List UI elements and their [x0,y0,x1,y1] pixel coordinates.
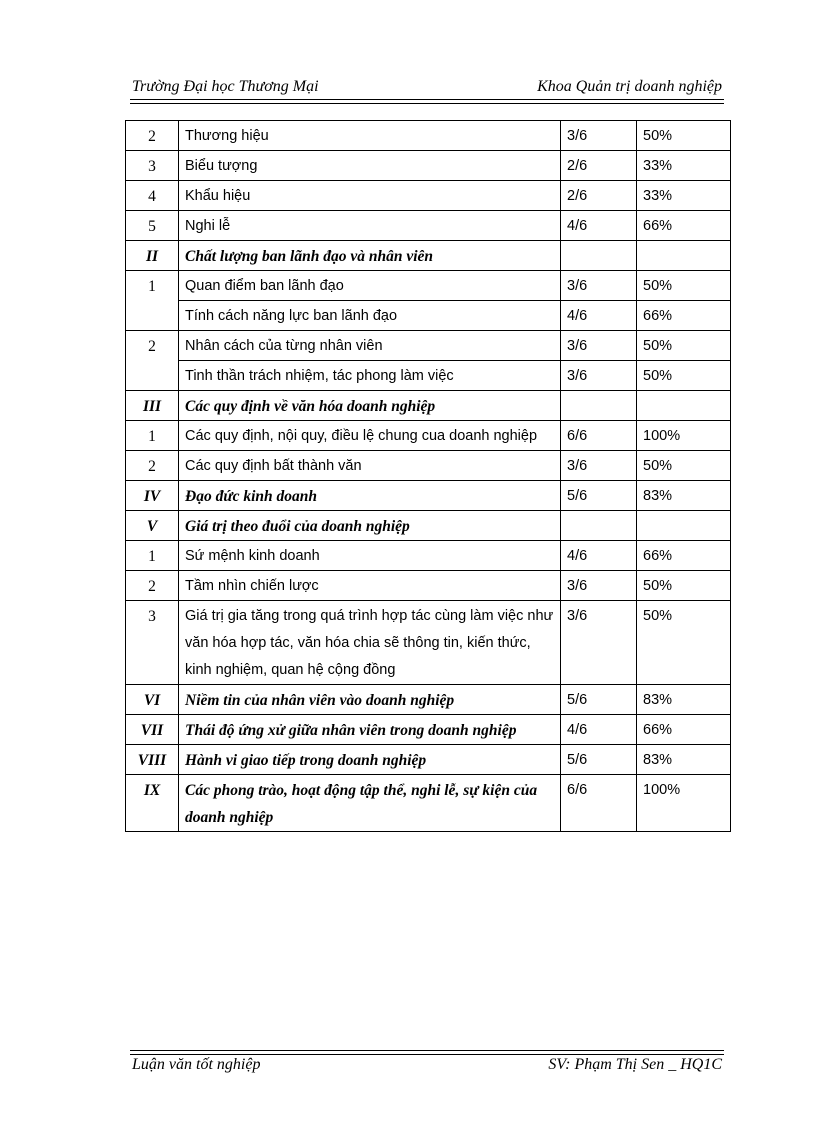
row-ratio: 4/6 [561,301,637,331]
row-criterion: Tính cách năng lực ban lãnh đạo [179,301,561,331]
header-rule-thin [130,103,724,104]
row-number: 3 [126,151,179,181]
table-row [126,571,731,601]
row-percent: 50% [637,331,731,361]
row-number: IX [126,775,179,832]
row-ratio: 4/6 [561,541,637,571]
row-criterion: Các quy định, nội quy, điều lệ chung cua doanh nghiệp [179,421,561,451]
table-row [126,511,731,541]
row-number: IV [126,481,179,511]
row-percent: 50% [637,571,731,601]
row-criterion: Giá trị theo đuổi của doanh nghiệp [179,511,561,541]
row-number: VI [126,685,179,715]
row-criterion: Nghi lễ [179,211,561,241]
row-criterion: Thái độ ứng xử giữa nhân viên trong doanh nghiệp [179,715,561,745]
row-ratio: 4/6 [561,211,637,241]
row-criterion: Niềm tin của nhân viên vào doanh nghiệp [179,685,561,715]
footer-rule [130,1050,724,1051]
row-number: II [126,241,179,271]
row-percent: 66% [637,211,731,241]
row-ratio: 6/6 [561,421,637,451]
row-criterion: Biểu tượng [179,151,561,181]
survey-table-body [126,121,731,832]
row-percent: 83% [637,685,731,715]
row-criterion: Giá trị gia tăng trong quá trình hợp tác cùng làm việc như văn hóa hợp tác, văn hóa chia sẽ thông tin, kiến thức, kinh nghiệm, quan hệ cộng đồng [179,601,561,685]
row-percent [637,511,731,541]
page-footer [130,1056,722,1078]
row-ratio: 5/6 [561,685,637,715]
row-ratio: 3/6 [561,121,637,151]
row-ratio [561,241,637,271]
table-row [126,361,731,391]
table-row [126,391,731,421]
row-ratio: 4/6 [561,715,637,745]
row-number: 2 [126,571,179,601]
table-row [126,715,731,745]
row-criterion: Khẩu hiệu [179,181,561,211]
row-criterion: Các phong trào, hoạt động tập thể, nghi lễ, sự kiện của doanh nghiệp [179,775,561,832]
table-row [126,121,731,151]
row-percent: 66% [637,301,731,331]
row-ratio: 3/6 [561,601,637,685]
row-criterion: Hành vi giao tiếp trong doanh nghiệp [179,745,561,775]
row-ratio: 3/6 [561,451,637,481]
row-number: VIII [126,745,179,775]
header-faculty: Khoa Quản trị doanh nghiệp [537,78,722,95]
row-ratio: 3/6 [561,361,637,391]
row-percent: 100% [637,421,731,451]
row-number: 2 [126,451,179,481]
page-header [130,78,722,100]
row-percent [637,241,731,271]
row-ratio: 3/6 [561,571,637,601]
row-ratio: 2/6 [561,151,637,181]
row-number: 4 [126,181,179,211]
row-number: 3 [126,601,179,685]
row-number: V [126,511,179,541]
row-ratio: 3/6 [561,331,637,361]
row-ratio: 5/6 [561,745,637,775]
row-ratio: 3/6 [561,271,637,301]
table-row [126,451,731,481]
table-row [126,685,731,715]
row-number: 2 [126,331,179,391]
table-row [126,301,731,331]
row-number: III [126,391,179,421]
survey-table [125,120,731,832]
table-row [126,541,731,571]
row-criterion: Các quy định về văn hóa doanh nghiệp [179,391,561,421]
row-ratio: 6/6 [561,775,637,832]
row-percent: 50% [637,121,731,151]
row-percent: 66% [637,715,731,745]
row-number: 1 [126,541,179,571]
row-number: 5 [126,211,179,241]
table-row [126,421,731,451]
row-number: 2 [126,121,179,151]
row-number: 1 [126,271,179,331]
row-ratio [561,391,637,421]
row-ratio [561,511,637,541]
row-criterion: Đạo đức kinh doanh [179,481,561,511]
row-number: 1 [126,421,179,451]
table-row [126,775,731,832]
table-row [126,211,731,241]
row-criterion: Nhân cách của từng nhân viên [179,331,561,361]
row-criterion: Tinh thần trách nhiệm, tác phong làm việc [179,361,561,391]
footer-rule-thin [130,1054,724,1055]
table-row [126,241,731,271]
row-percent: 50% [637,451,731,481]
table-row [126,271,731,301]
row-percent: 83% [637,745,731,775]
table-row [126,151,731,181]
row-percent: 100% [637,775,731,832]
row-criterion: Chất lượng ban lãnh đạo và nhân viên [179,241,561,271]
row-percent: 33% [637,151,731,181]
row-percent: 50% [637,361,731,391]
table-row [126,331,731,361]
table-row [126,481,731,511]
table-row [126,181,731,211]
row-percent: 66% [637,541,731,571]
row-percent: 83% [637,481,731,511]
row-criterion: Tầm nhìn chiến lược [179,571,561,601]
row-criterion: Sứ mệnh kinh doanh [179,541,561,571]
header-rule [130,99,724,100]
footer-student: SV: Phạm Thị Sen _ HQ1C [548,1056,722,1073]
row-number: VII [126,715,179,745]
row-ratio: 2/6 [561,181,637,211]
table-row [126,745,731,775]
row-percent [637,391,731,421]
table-row [126,601,731,685]
row-criterion: Thương hiệu [179,121,561,151]
row-percent: 33% [637,181,731,211]
header-school: Trường Đại học Thương Mại [132,78,319,95]
footer-thesis: Luận văn tốt nghiệp [132,1056,261,1073]
row-criterion: Quan điểm ban lãnh đạo [179,271,561,301]
row-criterion: Các quy định bất thành văn [179,451,561,481]
row-percent: 50% [637,271,731,301]
row-ratio: 5/6 [561,481,637,511]
row-percent: 50% [637,601,731,685]
